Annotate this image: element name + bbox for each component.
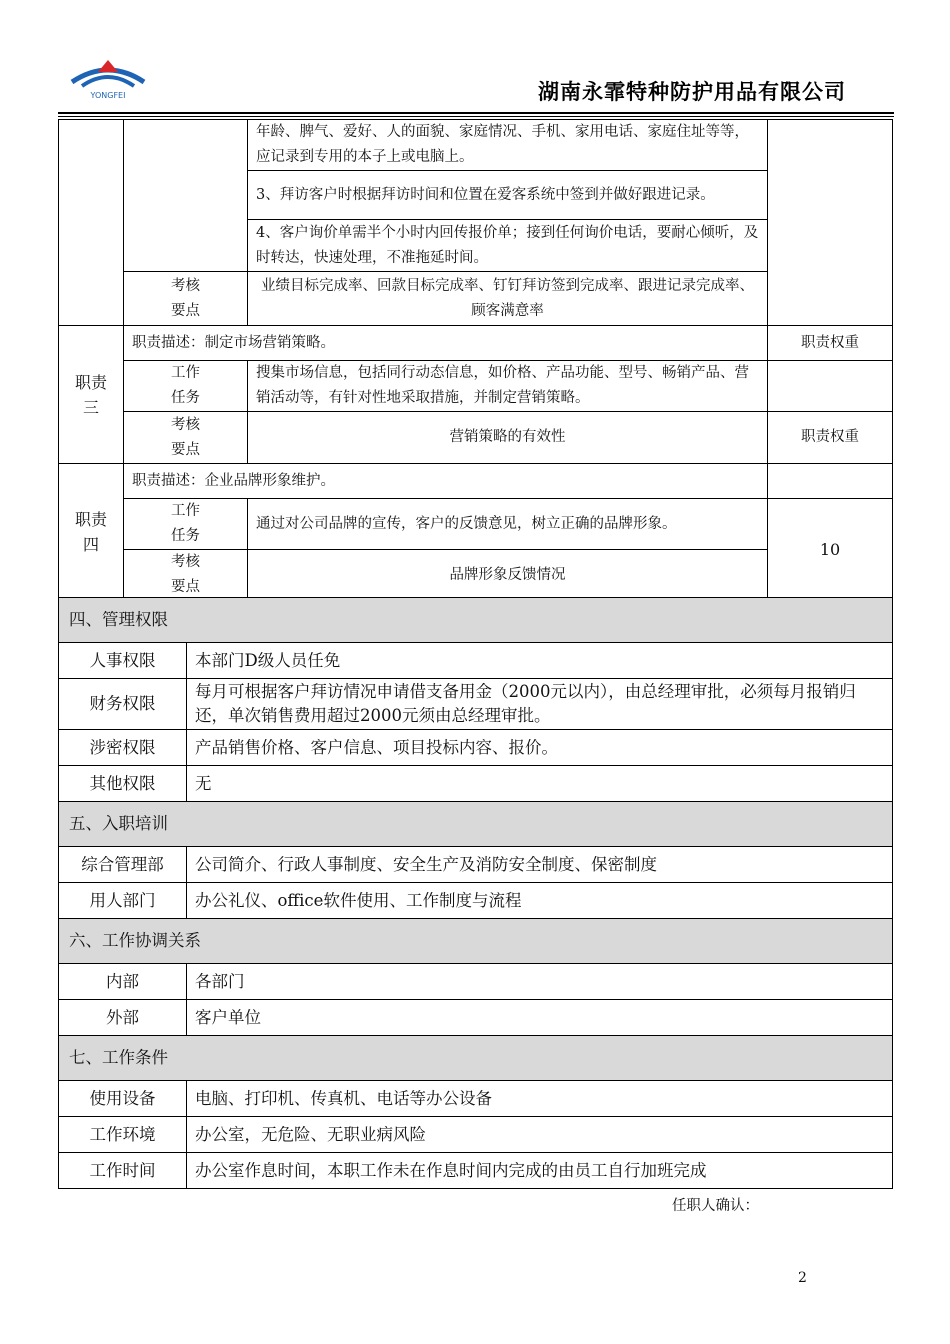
authority-value: 无 xyxy=(187,766,893,802)
duty4-desc: 职责描述：企业品牌形象维护。 xyxy=(124,464,768,499)
duty-cont-task-3: 3、拜访客户时根据拜访时间和位置在爱客系统中签到并做好跟进记录。 xyxy=(248,171,768,220)
duty-cont-assess: 业绩目标完成率、回款目标完成率、钉钉拜访签到完成率、跟进记录完成率、顾客满意率 xyxy=(248,272,768,326)
conditions-label: 工作环境 xyxy=(59,1117,187,1153)
authority-label: 其他权限 xyxy=(59,766,187,802)
authority-label: 涉密权限 xyxy=(59,730,187,766)
conditions-title: 七、工作条件 xyxy=(59,1036,893,1081)
duty3-task: 搜集市场信息，包括同行动态信息，如价格、产品功能、型号、畅销产品、营销活动等，有针对性地采取措施，并制定营销策略。 xyxy=(248,361,768,412)
company-name: 湖南永霏特种防护用品有限公司 xyxy=(538,80,846,104)
duty3-assess: 营销策略的有效性 xyxy=(248,412,768,464)
coordination-title: 六、工作协调关系 xyxy=(59,919,893,964)
coordination-label: 内部 xyxy=(59,964,187,1000)
duty3-task-label: 工作 任务 xyxy=(124,361,248,412)
header-rule xyxy=(58,112,894,114)
duty3-task-weight-cell xyxy=(768,361,893,412)
conditions-value: 电脑、打印机、传真机、电话等办公设备 xyxy=(187,1081,893,1117)
conditions-label: 工作时间 xyxy=(59,1153,187,1189)
employee-confirmation: 任职人确认： xyxy=(672,1198,759,1214)
coordination-label: 外部 xyxy=(59,1000,187,1036)
duties-table xyxy=(58,119,893,601)
conditions-label: 使用设备 xyxy=(59,1081,187,1117)
duty3-assess-label: 考核 要点 xyxy=(124,412,248,464)
duty4-task: 通过对公司品牌的宣传，客户的反馈意见，树立正确的品牌形象。 xyxy=(248,499,768,550)
logo-text: YONGFEI xyxy=(90,91,126,100)
company-logo xyxy=(58,52,158,102)
training-label: 综合管理部 xyxy=(59,847,187,883)
coordination-value: 各部门 xyxy=(187,964,893,1000)
duty3-label: 职责 三 xyxy=(59,326,124,464)
authority-label: 财务权限 xyxy=(59,679,187,730)
duty3-assess-weight-label: 职责权重 xyxy=(768,412,893,464)
duty-cont-weight-cell xyxy=(768,120,893,326)
sections-table xyxy=(58,597,893,1189)
duty3-weight-label: 职责权重 xyxy=(768,326,893,361)
assess-label: 考核 要点 xyxy=(124,272,248,326)
training-value: 办公礼仪、office软件使用、工作制度与流程 xyxy=(187,883,893,919)
training-title: 五、入职培训 xyxy=(59,802,893,847)
duty4-task-label: 工作 任务 xyxy=(124,499,248,550)
conditions-value: 办公室作息时间，本职工作未在作息时间内完成的由员工自行加班完成 xyxy=(187,1153,893,1189)
duty4-assess-label: 考核 要点 xyxy=(124,550,248,601)
page-number: 2 xyxy=(798,1270,807,1286)
duty-cont-task-1: 年龄、脾气、爱好、人的面貌、家庭情况、手机、家用电话、家庭住址等等，应记录到专用的本子上或电脑上。 xyxy=(248,120,768,171)
coordination-value: 客户单位 xyxy=(187,1000,893,1036)
duty-cont-task-label-cell xyxy=(124,120,248,272)
duty4-assess: 品牌形象反馈情况 xyxy=(248,550,768,601)
training-value: 公司简介、行政人事制度、安全生产及消防安全制度、保密制度 xyxy=(187,847,893,883)
authority-value: 本部门D级人员任免 xyxy=(187,643,893,679)
duty4-weight: 10 xyxy=(768,499,893,601)
duty4-label: 职责 四 xyxy=(59,464,124,601)
duty-cont-label-cell xyxy=(59,120,124,326)
authority-label: 人事权限 xyxy=(59,643,187,679)
header-rule-thin xyxy=(58,116,894,117)
conditions-value: 办公室，无危险、无职业病风险 xyxy=(187,1117,893,1153)
authority-value: 产品销售价格、客户信息、项目投标内容、报价。 xyxy=(187,730,893,766)
duty-cont-task-4: 4、客户询价单需半个小时内回传报价单；接到任何询价电话，要耐心倾听，及时转达，快速处理，不准拖延时间。 xyxy=(248,220,768,272)
authority-value: 每月可根据客户拜访情况申请借支备用金（2000元以内），由总经理审批，必须每月报销归还，单次销售费用超过2000元须由总经理审批。 xyxy=(187,679,893,730)
page-header xyxy=(58,52,894,118)
authority-title: 四、管理权限 xyxy=(59,598,893,643)
duty4-desc-weight-cell xyxy=(768,464,893,499)
training-label: 用人部门 xyxy=(59,883,187,919)
duty3-desc: 职责描述：制定市场营销策略。 xyxy=(124,326,768,361)
